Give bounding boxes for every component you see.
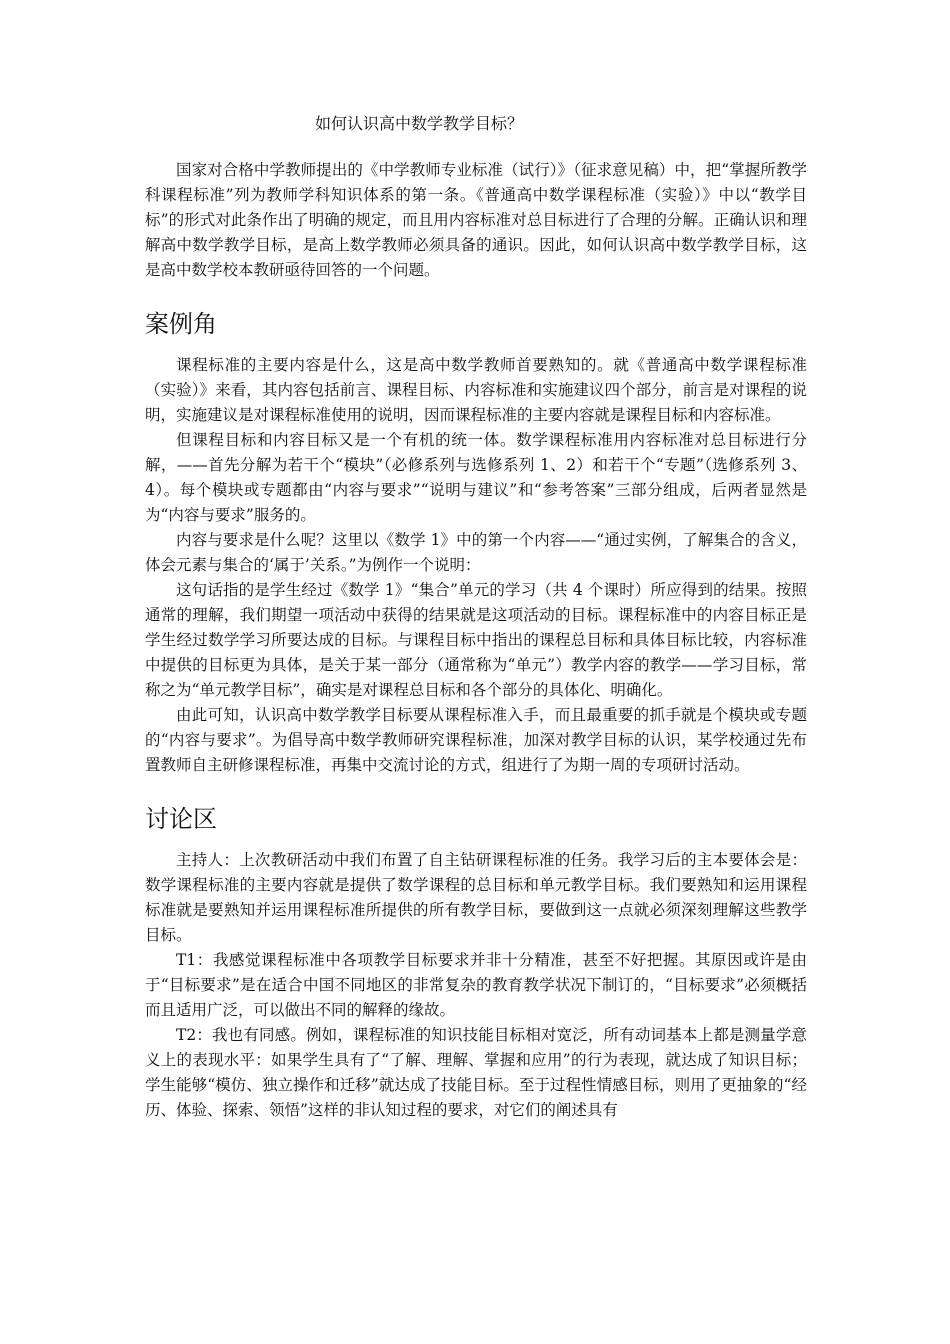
case-paragraph-2: 但课程目标和内容目标又是一个有机的统一体。数学课程标准用内容标准对总目标进行分解，——首先分解为若干个“模块”（必修系列与选修系列 1、2）和若干个“专题”（选修系列 3、4）。每个模块或专题都由“内容与要求”“说明与建议”和“参考答案”三部分组成，后两者显然是为“内容与要求”服务的。: [145, 431, 807, 524]
discussion-paragraph-host: 主持人：上次教研活动中我们布置了自主钻研课程标准的任务。我学习后的主本要体会是：数学课程标准的主要内容就是提供了数学课程的总目标和单元教学目标。我们要熟知和运用课程标准就是要熟知并运用课程标准所提供的所有教学目标，要做到这一点就必须深刻理解这些教学目标。: [145, 851, 807, 944]
document-page: [145, 110, 807, 1123]
case-paragraph-3: 内容与要求是什么呢？这里以《数学 1》中的第一个内容——“通过实例，了解集合的含义，体会元素与集合的‘属于’关系。”为例作一个说明：: [145, 531, 807, 574]
section-heading-discussion: 讨论区: [145, 805, 217, 833]
case-paragraph-1: 课程标准的主要内容是什么，这是高中数学教师首要熟知的。就《普通高中数学课程标准（实验）》来看，其内容包括前言、课程目标、内容标准和实施建议四个部分，前言是对课程的说明，实施建议是对课程标准使用的说明，因而课程标准的主要内容就是课程目标和内容标准。: [145, 356, 807, 424]
intro-paragraph: 国家对合格中学教师提出的《中学教师专业标准（试行）》（征求意见稿）中，把“掌握所教学科课程标准”列为教师学科知识体系的第一条。《普通高中数学课程标准（实验）》中以“教学目标”的形式对此条作出了明确的规定，而且用内容标准对总目标进行了合理的分解。正确认识和理解高中数学教学目标，是高上数学教师必须具备的通识。因此，如何认识高中数学教学目标，这是高中数学校本教研亟待回答的一个问题。: [145, 161, 807, 279]
section-heading-case: 案例角: [145, 310, 217, 338]
case-paragraph-5: 由此可知，认识高中数学教学目标要从课程标准入手，而且最重要的抓手就是个模块或专题的“内容与要求”。为倡导高中数学教师研究课程标准，加深对教学目标的认识，某学校通过先布置教师自主研修课程标准，再集中交流讨论的方式，组进行了为期一周的专项研讨活动。: [145, 706, 807, 774]
discussion-paragraph-t2: T2：我也有同感。例如，课程标准的知识技能目标相对宽泛，所有动词基本上都是测量学意义上的表现水平：如果学生具有了“了解、理解、掌握和应用”的行为表现，就达成了知识目标；学生能够“模仿、独立操作和迁移”就达成了技能目标。至于过程性情感目标，则用了更抽象的“经历、体验、探索、领悟”这样的非认知过程的要求，对它们的阐述具有: [145, 1026, 807, 1119]
discussion-paragraph-t1: T1：我感觉课程标准中各项教学目标要求并非十分精准，甚至不好把握。其原因或许是由于“目标要求”是在适合中国不同地区的非常复杂的教育教学状况下制订的，“目标要求”必须概括而且适用广泛，可以做出不同的解释的缘故。: [145, 951, 807, 1019]
case-paragraph-4: 这句话指的是学生经过《数学 1》“集合”单元的学习（共 4 个课时）所应得到的结果。按照通常的理解，我们期望一项活动中获得的结果就是这项活动的目标。课程标准中的内容目标正是学生经过数学学习所要达成的目标。与课程目标中指出的课程总目标和具体目标比较，内容标准中提供的目标更为具体，是关于某一部分（通常称为“单元”）教学内容的教学——学习目标，常称之为“单元教学目标”，确实是对课程总目标和各个部分的具体化、明确化。: [145, 581, 807, 699]
document-title: 如何认识高中数学教学目标？: [315, 114, 524, 133]
